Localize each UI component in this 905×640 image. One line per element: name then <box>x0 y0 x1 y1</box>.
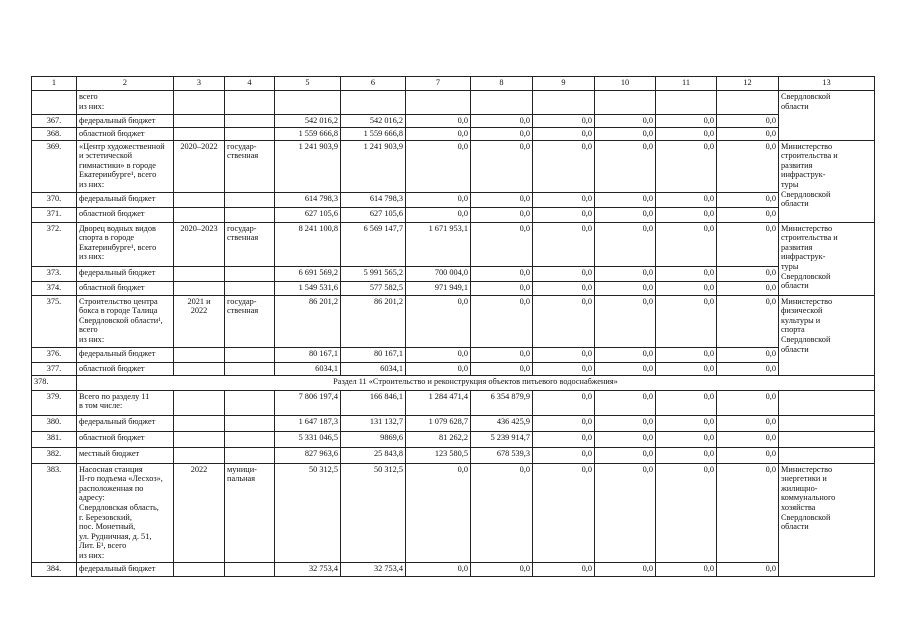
row-name: федеральный бюджет <box>77 347 174 362</box>
value-cell: 0,0 <box>406 140 471 192</box>
value-cell <box>717 91 779 115</box>
value-cell: 614 798,3 <box>341 192 406 207</box>
budget-table <box>31 76 875 577</box>
row-ownership <box>225 362 275 375</box>
value-cell: 0,0 <box>656 295 717 347</box>
value-cell: 0,0 <box>533 447 595 463</box>
ministry-cell <box>779 447 875 463</box>
table-row <box>32 295 875 347</box>
row-ownership <box>225 447 275 463</box>
value-cell: 0,0 <box>595 390 656 415</box>
row-name: областной бюджет <box>77 127 174 140</box>
table-row <box>32 192 875 207</box>
value-cell: 7 806 197,4 <box>275 390 341 415</box>
table-row <box>32 127 875 140</box>
section-title: Раздел 11 «Строительство и реконструкция объектов питьевого водоснабжения» <box>77 375 875 390</box>
value-cell: 0,0 <box>717 127 779 140</box>
header-cell: 3 <box>174 77 225 91</box>
value-cell: 0,0 <box>595 447 656 463</box>
value-cell: 0,0 <box>717 447 779 463</box>
value-cell: 0,0 <box>471 192 533 207</box>
row-number: 371. <box>32 207 77 222</box>
table-row <box>32 375 875 390</box>
table-row <box>32 207 875 222</box>
value-cell: 0,0 <box>595 266 656 281</box>
table-row <box>32 281 875 295</box>
row-ownership <box>225 347 275 362</box>
value-cell: 0,0 <box>406 115 471 128</box>
value-cell: 1 559 666,8 <box>341 127 406 140</box>
value-cell: 0,0 <box>595 562 656 576</box>
row-ownership: государ- ственная <box>225 295 275 347</box>
row-name: областной бюджет <box>77 362 174 375</box>
header-cell: 4 <box>225 77 275 91</box>
row-number: 373. <box>32 266 77 281</box>
value-cell: 1 241 903,9 <box>341 140 406 192</box>
row-name: федеральный бюджет <box>77 415 174 431</box>
value-cell: 0,0 <box>656 447 717 463</box>
value-cell: 0,0 <box>656 266 717 281</box>
ministry-cell <box>779 431 875 447</box>
value-cell: 8 241 100,8 <box>275 222 341 266</box>
value-cell: 0,0 <box>406 463 471 562</box>
value-cell: 678 539,3 <box>471 447 533 463</box>
value-cell: 577 582,5 <box>341 281 406 295</box>
header-cell: 12 <box>717 77 779 91</box>
value-cell: 0,0 <box>717 415 779 431</box>
value-cell: 1 559 666,8 <box>275 127 341 140</box>
value-cell: 0,0 <box>533 192 595 207</box>
row-number: 369. <box>32 140 77 192</box>
value-cell: 0,0 <box>533 562 595 576</box>
value-cell: 0,0 <box>595 463 656 562</box>
value-cell: 0,0 <box>717 562 779 576</box>
value-cell: 0,0 <box>656 415 717 431</box>
row-years <box>174 281 225 295</box>
row-number: 372. <box>32 222 77 266</box>
row-years <box>174 562 225 576</box>
value-cell: 0,0 <box>533 140 595 192</box>
value-cell: 0,0 <box>595 431 656 447</box>
table-row <box>32 347 875 362</box>
row-years <box>174 362 225 375</box>
table-row <box>32 415 875 431</box>
value-cell: 0,0 <box>717 463 779 562</box>
table-row <box>32 447 875 463</box>
row-name: областной бюджет <box>77 207 174 222</box>
value-cell <box>406 91 471 115</box>
row-name: федеральный бюджет <box>77 115 174 128</box>
value-cell: 542 016,2 <box>341 115 406 128</box>
value-cell: 0,0 <box>656 192 717 207</box>
value-cell: 0,0 <box>717 222 779 266</box>
table-row <box>32 266 875 281</box>
table-row <box>32 91 875 115</box>
row-ownership <box>225 192 275 207</box>
row-years <box>174 447 225 463</box>
value-cell: 0,0 <box>595 295 656 347</box>
value-cell: 0,0 <box>656 127 717 140</box>
value-cell: 0,0 <box>656 431 717 447</box>
value-cell: 1 647 187,3 <box>275 415 341 431</box>
row-name: «Центр художественной и эстетической гимнастики» в городе Екатеринбурге¹, всего из них: <box>77 140 174 192</box>
value-cell: 0,0 <box>533 431 595 447</box>
value-cell: 0,0 <box>717 362 779 375</box>
value-cell: 6 354 879,9 <box>471 390 533 415</box>
value-cell: 0,0 <box>406 192 471 207</box>
row-ownership <box>225 562 275 576</box>
value-cell: 0,0 <box>595 192 656 207</box>
value-cell: 0,0 <box>471 266 533 281</box>
row-name: Всего по разделу 11 в том числе: <box>77 390 174 415</box>
value-cell: 614 798,3 <box>275 192 341 207</box>
row-years <box>174 91 225 115</box>
value-cell <box>533 91 595 115</box>
value-cell: 0,0 <box>471 362 533 375</box>
value-cell: 5 991 565,2 <box>341 266 406 281</box>
value-cell: 971 949,1 <box>406 281 471 295</box>
header-cell: 13 <box>779 77 875 91</box>
row-number: 379. <box>32 390 77 415</box>
value-cell: 542 016,2 <box>275 115 341 128</box>
ministry-cell <box>779 390 875 415</box>
value-cell: 0,0 <box>656 207 717 222</box>
value-cell: 0,0 <box>471 115 533 128</box>
value-cell: 0,0 <box>717 115 779 128</box>
value-cell: 5 239 914,7 <box>471 431 533 447</box>
value-cell: 6034,1 <box>275 362 341 375</box>
value-cell: 700 004,0 <box>406 266 471 281</box>
value-cell: 0,0 <box>656 463 717 562</box>
table-row <box>32 362 875 375</box>
value-cell: 81 262,2 <box>406 431 471 447</box>
value-cell: 0,0 <box>717 390 779 415</box>
value-cell: 0,0 <box>656 115 717 128</box>
value-cell: 0,0 <box>533 115 595 128</box>
row-number <box>32 91 77 115</box>
row-number: 381. <box>32 431 77 447</box>
table-row <box>32 431 875 447</box>
row-name: Строительство центра бокса в городе Талица Свердловской области¹, всего из них: <box>77 295 174 347</box>
row-years: 2021 и 2022 <box>174 295 225 347</box>
value-cell: 0,0 <box>717 347 779 362</box>
value-cell: 123 580,5 <box>406 447 471 463</box>
value-cell: 0,0 <box>595 207 656 222</box>
table-row <box>32 222 875 266</box>
row-years <box>174 431 225 447</box>
row-name: местный бюджет <box>77 447 174 463</box>
value-cell: 0,0 <box>471 463 533 562</box>
value-cell: 0,0 <box>471 207 533 222</box>
value-cell: 0,0 <box>595 140 656 192</box>
row-ownership <box>225 431 275 447</box>
row-ownership: муници- пальная <box>225 463 275 562</box>
row-name: федеральный бюджет <box>77 192 174 207</box>
value-cell: 0,0 <box>533 295 595 347</box>
value-cell: 5 331 046,5 <box>275 431 341 447</box>
row-years <box>174 115 225 128</box>
value-cell: 0,0 <box>533 127 595 140</box>
row-number: 384. <box>32 562 77 576</box>
value-cell: 0,0 <box>595 281 656 295</box>
value-cell: 86 201,2 <box>341 295 406 347</box>
header-row <box>32 77 875 91</box>
value-cell: 0,0 <box>595 347 656 362</box>
ministry-cell: Министерство строительства и развития инфраструк- туры Свердловской области <box>779 140 875 222</box>
value-cell: 0,0 <box>533 390 595 415</box>
value-cell: 0,0 <box>656 562 717 576</box>
ministry-cell <box>779 415 875 431</box>
value-cell: 6 691 569,2 <box>275 266 341 281</box>
value-cell: 1 079 628,7 <box>406 415 471 431</box>
value-cell: 0,0 <box>717 281 779 295</box>
value-cell: 0,0 <box>595 415 656 431</box>
value-cell: 827 963,6 <box>275 447 341 463</box>
value-cell: 0,0 <box>656 362 717 375</box>
value-cell: 0,0 <box>471 222 533 266</box>
header-cell: 2 <box>77 77 174 91</box>
value-cell: 0,0 <box>406 562 471 576</box>
value-cell: 0,0 <box>595 362 656 375</box>
value-cell: 50 312,5 <box>341 463 406 562</box>
row-name: федеральный бюджет <box>77 266 174 281</box>
value-cell: 0,0 <box>471 295 533 347</box>
value-cell: 6 569 147,7 <box>341 222 406 266</box>
value-cell: 0,0 <box>471 562 533 576</box>
table-row <box>32 115 875 128</box>
ministry-cell: Министерство энергетики и жилищно- коммунального хозяйства Свердловской области <box>779 463 875 576</box>
row-number: 376. <box>32 347 77 362</box>
value-cell <box>471 91 533 115</box>
row-number: 367. <box>32 115 77 128</box>
value-cell: 0,0 <box>533 207 595 222</box>
value-cell: 0,0 <box>656 140 717 192</box>
row-years <box>174 207 225 222</box>
value-cell: 1 284 471,4 <box>406 390 471 415</box>
row-years <box>174 127 225 140</box>
row-number: 374. <box>32 281 77 295</box>
value-cell: 0,0 <box>595 127 656 140</box>
row-years: 2022 <box>174 463 225 562</box>
row-number: 375. <box>32 295 77 347</box>
row-name: Насосная станция II-го подъема «Лесхоз», расположенная по адресу: Свердловская область, г. Березовский, пос. Монетный, ул. Рудничная, д. 51, Лит. Б¹, всего из них: <box>77 463 174 562</box>
value-cell: 627 105,6 <box>341 207 406 222</box>
ministry-cell: Министерство физической культуры и спорта Свердловской области <box>779 295 875 375</box>
value-cell: 627 105,6 <box>275 207 341 222</box>
value-cell: 0,0 <box>406 347 471 362</box>
value-cell: 0,0 <box>717 295 779 347</box>
value-cell: 0,0 <box>406 295 471 347</box>
value-cell: 32 753,4 <box>341 562 406 576</box>
row-ownership <box>225 266 275 281</box>
ministry-cell: Министерство строительства и развития инфраструк- туры Свердловской области <box>779 222 875 295</box>
row-ownership <box>225 390 275 415</box>
value-cell: 0,0 <box>595 115 656 128</box>
value-cell: 9869,6 <box>341 431 406 447</box>
value-cell: 0,0 <box>533 463 595 562</box>
value-cell: 166 846,1 <box>341 390 406 415</box>
value-cell: 0,0 <box>533 266 595 281</box>
row-name: областной бюджет <box>77 281 174 295</box>
header-cell: 8 <box>471 77 533 91</box>
value-cell: 0,0 <box>533 281 595 295</box>
value-cell <box>341 91 406 115</box>
value-cell: 0,0 <box>406 207 471 222</box>
value-cell: 0,0 <box>656 222 717 266</box>
row-years: 2020–2022 <box>174 140 225 192</box>
header-cell: 11 <box>656 77 717 91</box>
row-name: федеральный бюджет <box>77 562 174 576</box>
table-row <box>32 140 875 192</box>
value-cell: 50 312,5 <box>275 463 341 562</box>
table-row <box>32 562 875 576</box>
row-years <box>174 415 225 431</box>
value-cell <box>275 91 341 115</box>
value-cell: 0,0 <box>656 347 717 362</box>
value-cell: 86 201,2 <box>275 295 341 347</box>
value-cell: 0,0 <box>533 415 595 431</box>
row-name: областной бюджет <box>77 431 174 447</box>
header-cell: 10 <box>595 77 656 91</box>
value-cell: 0,0 <box>717 207 779 222</box>
header-cell: 9 <box>533 77 595 91</box>
header-cell: 7 <box>406 77 471 91</box>
table-row <box>32 390 875 415</box>
value-cell: 0,0 <box>717 140 779 192</box>
value-cell: 0,0 <box>717 266 779 281</box>
header-cell: 5 <box>275 77 341 91</box>
value-cell: 131 132,7 <box>341 415 406 431</box>
value-cell: 0,0 <box>471 347 533 362</box>
value-cell: 32 753,4 <box>275 562 341 576</box>
header-cell: 1 <box>32 77 77 91</box>
row-ownership <box>225 281 275 295</box>
value-cell: 0,0 <box>471 281 533 295</box>
value-cell: 0,0 <box>656 281 717 295</box>
value-cell: 0,0 <box>717 192 779 207</box>
value-cell: 25 843,8 <box>341 447 406 463</box>
value-cell: 6034,1 <box>341 362 406 375</box>
row-number: 380. <box>32 415 77 431</box>
row-number: 382. <box>32 447 77 463</box>
row-ownership: государ- ственная <box>225 222 275 266</box>
row-name: Дворец водных видов спорта в городе Екатеринбурге¹, всего из них: <box>77 222 174 266</box>
value-cell: 80 167,1 <box>341 347 406 362</box>
row-name: всего из них: <box>77 91 174 115</box>
value-cell <box>656 91 717 115</box>
header-cell: 6 <box>341 77 406 91</box>
row-number: 377. <box>32 362 77 375</box>
value-cell: 0,0 <box>533 362 595 375</box>
value-cell: 0,0 <box>717 431 779 447</box>
row-years <box>174 192 225 207</box>
value-cell: 0,0 <box>533 347 595 362</box>
row-ownership <box>225 115 275 128</box>
value-cell: 80 167,1 <box>275 347 341 362</box>
row-years: 2020–2023 <box>174 222 225 266</box>
value-cell: 1 549 531,6 <box>275 281 341 295</box>
row-ownership <box>225 127 275 140</box>
value-cell: 0,0 <box>406 127 471 140</box>
row-years <box>174 347 225 362</box>
value-cell: 0,0 <box>471 140 533 192</box>
value-cell: 0,0 <box>595 222 656 266</box>
value-cell: 0,0 <box>656 390 717 415</box>
value-cell: 0,0 <box>533 222 595 266</box>
row-ownership <box>225 91 275 115</box>
value-cell: 0,0 <box>406 362 471 375</box>
row-years <box>174 266 225 281</box>
table-row <box>32 463 875 562</box>
value-cell: 1 671 953,1 <box>406 222 471 266</box>
row-number: 383. <box>32 463 77 562</box>
value-cell <box>595 91 656 115</box>
ministry-cell: Свердловской области <box>779 91 875 141</box>
row-ownership: государ- ственная <box>225 140 275 192</box>
value-cell: 0,0 <box>471 127 533 140</box>
row-years <box>174 390 225 415</box>
value-cell: 1 241 903,9 <box>275 140 341 192</box>
value-cell: 436 425,9 <box>471 415 533 431</box>
row-number: 370. <box>32 192 77 207</box>
row-number: 378. <box>32 375 77 390</box>
row-ownership <box>225 207 275 222</box>
row-ownership <box>225 415 275 431</box>
row-number: 368. <box>32 127 77 140</box>
